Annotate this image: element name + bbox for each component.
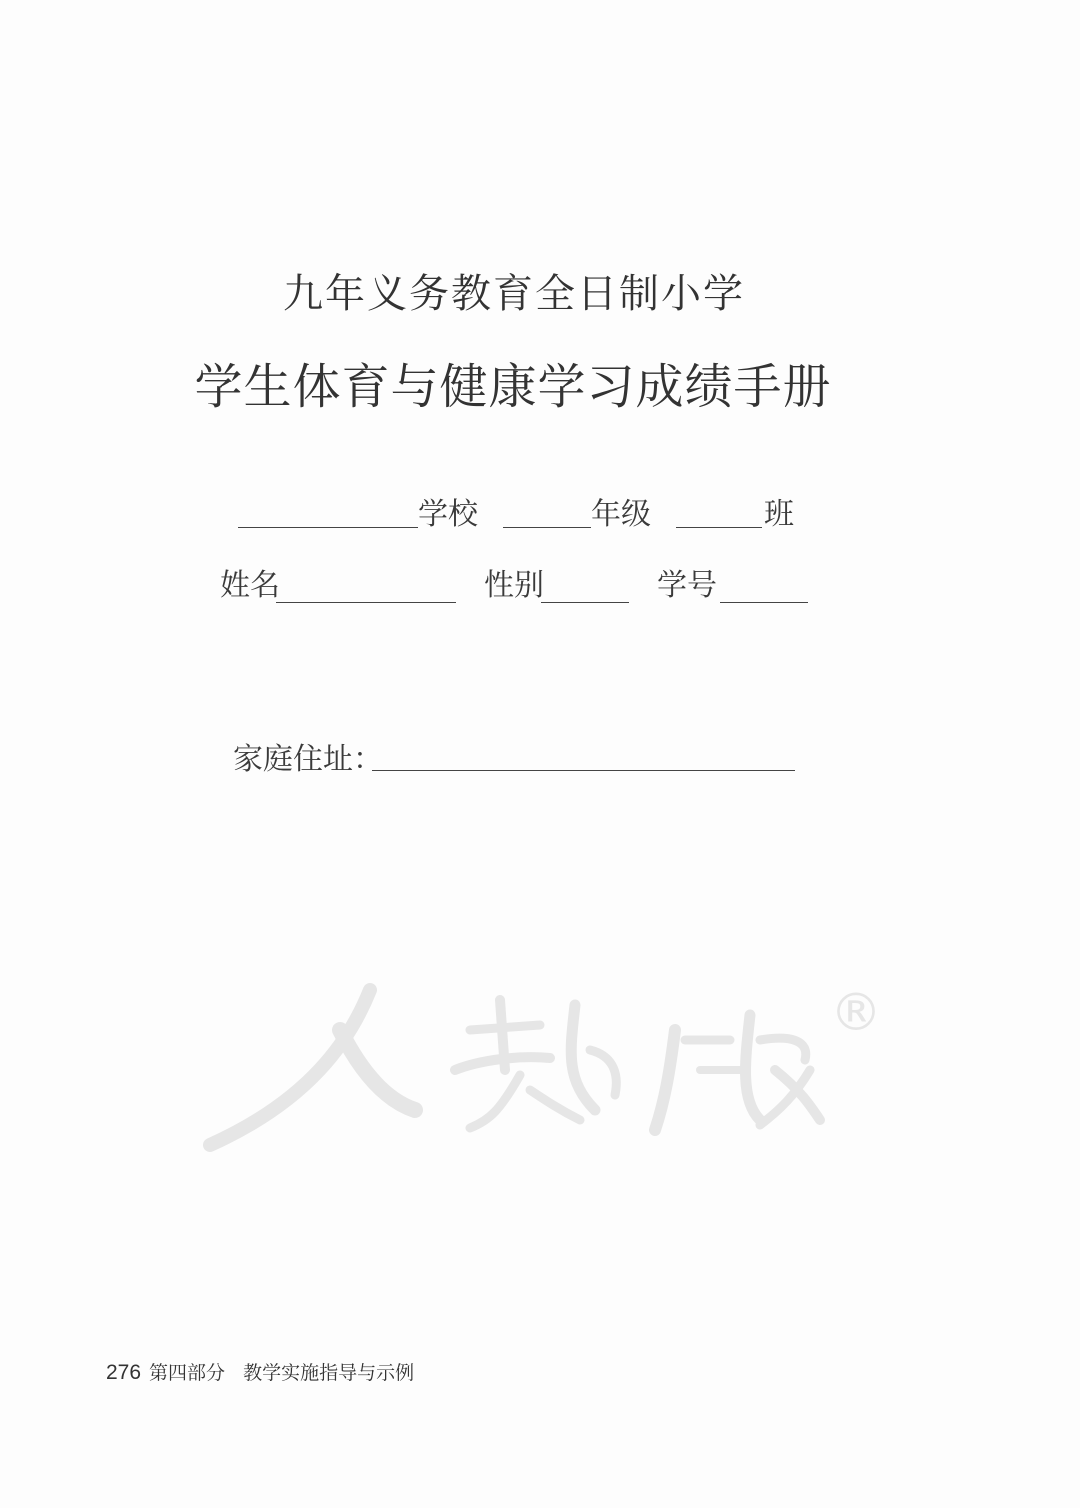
footer-part: 第四部分 — [149, 1362, 226, 1384]
class-label: 班 — [764, 497, 794, 532]
page-footer — [106, 1362, 414, 1383]
page-number: 276 — [106, 1361, 142, 1384]
name-blank[interactable] — [276, 602, 456, 603]
handbook-subtitle: 九年义务教育全日制小学 — [283, 271, 745, 317]
student-id-label: 学号 — [657, 568, 717, 603]
publisher-watermark-logo — [200, 960, 900, 1160]
handbook-title: 学生体育与健康学习成绩手册 — [194, 359, 832, 415]
grade-label: 年级 — [591, 497, 651, 532]
school-label: 学校 — [418, 497, 478, 532]
class-blank[interactable] — [676, 527, 762, 528]
student-id-blank[interactable] — [720, 602, 808, 603]
address-label: 家庭住址： — [233, 742, 383, 777]
gender-label: 性别 — [484, 568, 544, 603]
footer-section: 教学实施指导与示例 — [243, 1362, 415, 1384]
name-label: 姓名 — [220, 568, 280, 603]
address-blank[interactable] — [372, 770, 795, 771]
registered-mark: ® — [830, 983, 882, 1043]
school-blank[interactable] — [238, 527, 418, 528]
gender-blank[interactable] — [541, 602, 629, 603]
grade-blank[interactable] — [503, 527, 591, 528]
